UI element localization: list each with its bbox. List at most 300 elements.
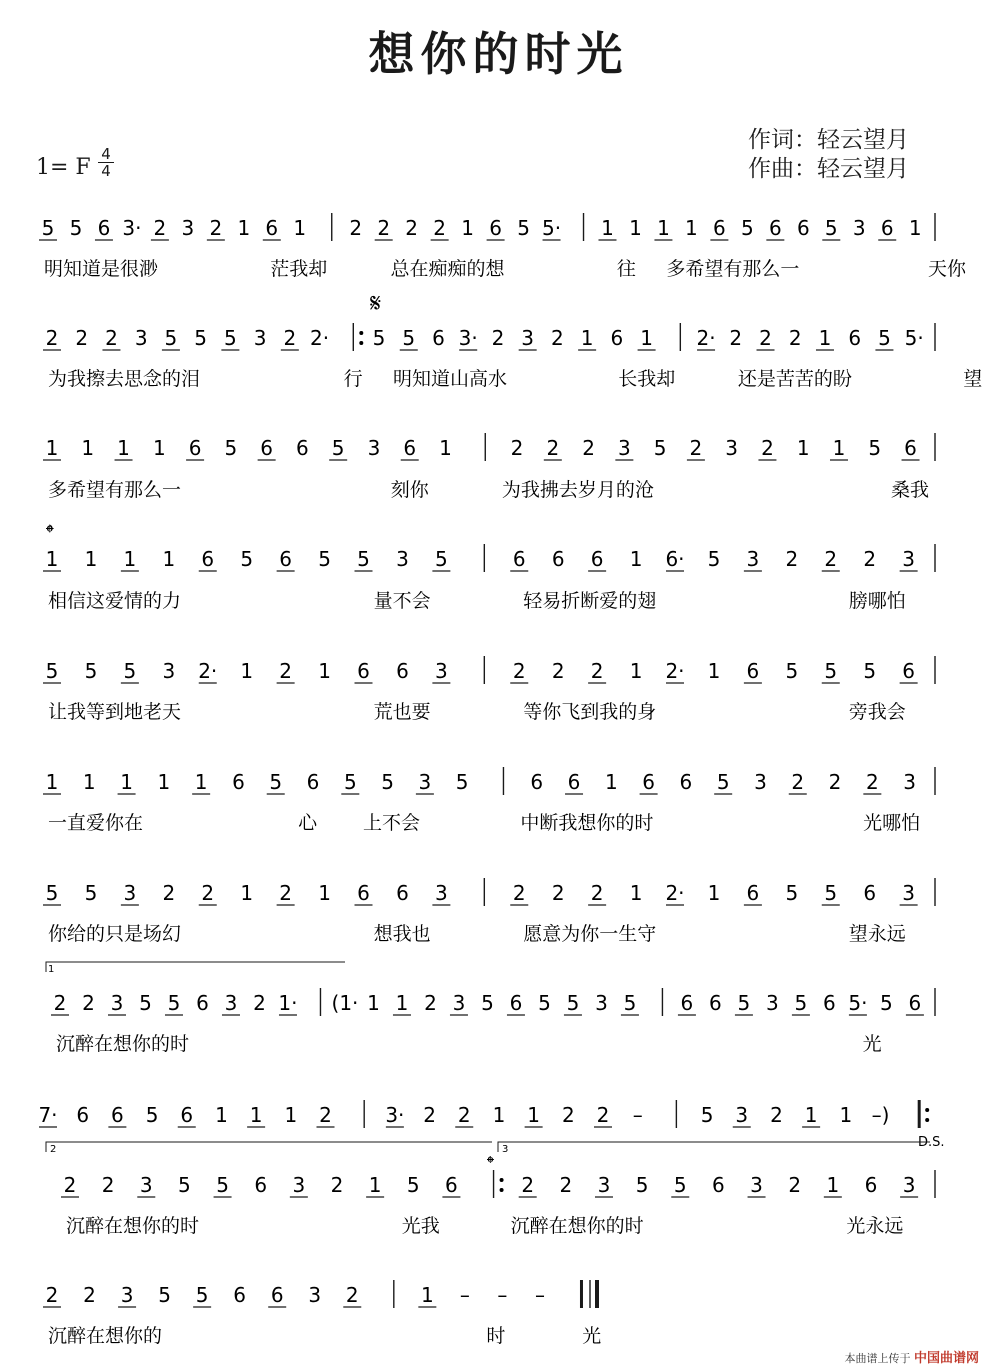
note: 5·: [904, 326, 924, 350]
note: 5: [69, 216, 83, 240]
note: 2: [423, 1103, 436, 1127]
note: 6: [642, 770, 655, 794]
note: 6: [908, 991, 922, 1015]
lyric-segment: 光: [582, 1325, 602, 1347]
note: 6: [713, 216, 726, 240]
note: 5: [216, 1173, 229, 1197]
note: 2: [582, 436, 595, 460]
note: 1: [832, 436, 846, 460]
note: 1: [123, 547, 137, 571]
lyric-segment: 膀哪怕: [848, 590, 906, 612]
volta-bracket-2: [46, 1142, 492, 1152]
note: 5: [707, 547, 721, 571]
note: 3: [435, 881, 448, 905]
note: 5: [785, 659, 799, 683]
note: 1: [84, 547, 98, 571]
volta-bracket-1: [46, 962, 345, 972]
note: 2·: [665, 881, 685, 905]
note: 5: [224, 436, 238, 460]
note: 5: [863, 659, 877, 683]
note: –: [632, 1103, 643, 1127]
note: 2: [53, 991, 67, 1015]
note: –: [534, 1283, 545, 1307]
note: 5: [84, 659, 98, 683]
note: 5: [224, 326, 237, 350]
repeat-dot: [359, 341, 363, 345]
note: 1: [194, 770, 208, 794]
note: 5: [517, 216, 530, 240]
note: 2: [596, 1103, 610, 1127]
note: 5: [45, 881, 59, 905]
note: 2: [546, 436, 560, 460]
note: 2: [791, 770, 805, 794]
note: 1: [685, 216, 698, 240]
note: 2: [788, 1173, 802, 1197]
note: 6: [357, 881, 370, 905]
lyric-segment: 天你: [928, 258, 967, 280]
note: 5·: [541, 216, 562, 240]
note: 3: [902, 547, 916, 571]
note: 5: [178, 1173, 191, 1197]
note: 2: [75, 326, 89, 350]
note: 2: [201, 881, 215, 905]
note: 2: [761, 436, 774, 460]
note: 1: [249, 1103, 263, 1127]
note: 5: [435, 547, 448, 571]
note: 6: [863, 881, 877, 905]
note: 7·: [38, 1103, 58, 1127]
note: 5: [673, 1173, 687, 1197]
note: 5: [406, 1173, 420, 1197]
note: 5: [794, 991, 808, 1015]
note: 6: [279, 547, 292, 571]
note: 2: [689, 436, 703, 460]
note: 5: [538, 991, 551, 1015]
note: 5: [737, 991, 751, 1015]
note: 2: [101, 1173, 115, 1197]
footer-credit: [844, 1347, 979, 1366]
repeat-dot: [359, 331, 363, 335]
note: 1: [629, 547, 643, 571]
note: 2·: [696, 326, 716, 350]
note: –): [871, 1103, 890, 1127]
note: 6: [768, 216, 782, 240]
lyric-segment: 明知道是很渺: [44, 258, 159, 280]
note: 2·: [310, 326, 330, 350]
note: 3: [224, 991, 238, 1015]
note: 1: [629, 881, 643, 905]
note: 2: [590, 659, 604, 683]
note: 1: [796, 436, 810, 460]
note: 3: [134, 326, 148, 350]
note: 5: [145, 1103, 159, 1127]
note: 2: [105, 326, 118, 350]
note: 5: [269, 770, 283, 794]
repeat-dot: [500, 1178, 504, 1182]
note: 2: [865, 770, 879, 794]
note: 3·: [458, 326, 478, 350]
segno-mark: 𝄋: [370, 289, 382, 319]
note: 3: [123, 881, 137, 905]
note: 1: [604, 770, 618, 794]
note: 1: [395, 991, 409, 1015]
note: 3: [597, 1173, 611, 1197]
note: 2: [863, 547, 877, 571]
note: 5: [700, 1103, 714, 1127]
note: 3: [902, 1173, 916, 1197]
note: 2: [433, 216, 447, 240]
note: 6: [709, 991, 722, 1015]
note: 1: [82, 770, 96, 794]
note: 1: [152, 436, 166, 460]
note: 1: [120, 770, 133, 794]
note: 6: [590, 547, 604, 571]
note: 5: [824, 881, 838, 905]
lyric-segment: 时: [486, 1325, 506, 1347]
note: 3·: [385, 1103, 405, 1127]
lyric-segment: 沉醉在想你的时: [510, 1215, 644, 1237]
note: 1: [804, 1103, 818, 1127]
note: 5: [402, 326, 416, 350]
note: 3: [435, 659, 448, 683]
lyric-segment: 茫我却: [270, 258, 328, 280]
note: 1: [45, 436, 59, 460]
lyricist-credit: 作词：轻云望月: [748, 127, 909, 153]
note: 1: [839, 1103, 853, 1127]
note: 2: [162, 881, 176, 905]
note: 5: [372, 326, 386, 350]
note: 2: [551, 326, 564, 350]
lyric-segment: 荒也要: [373, 701, 431, 723]
note: 2: [405, 216, 419, 240]
note: 2: [551, 659, 565, 683]
lyric-segment: 多希望有那么一: [666, 258, 800, 280]
volta-bracket-3: [498, 1142, 930, 1152]
note: 2: [590, 881, 604, 905]
lyric-segment: 让我等到地老天: [48, 701, 182, 723]
note: 6: [396, 881, 409, 905]
note: 6: [270, 1283, 284, 1307]
note: 2: [729, 326, 743, 350]
note: 2: [785, 547, 799, 571]
note: 2: [512, 659, 526, 683]
lyric-segment: 量不会: [373, 590, 431, 612]
note: 2: [279, 881, 292, 905]
note: 1: [215, 1103, 228, 1127]
note: 5: [158, 1283, 171, 1307]
note: 2: [209, 216, 223, 240]
note: 3: [725, 436, 739, 460]
note: 5: [824, 659, 838, 683]
note: 6: [567, 770, 581, 794]
note: 2: [551, 881, 565, 905]
lyric-segment: 光: [862, 1033, 882, 1055]
note: 1: [81, 436, 95, 460]
note: 5: [195, 1283, 209, 1307]
note: 2: [349, 216, 363, 240]
lyric-segment: 心: [298, 812, 318, 834]
note: 1: [527, 1103, 540, 1127]
lyric-segment: 行: [343, 368, 363, 390]
note: 6: [848, 326, 862, 350]
note: 6: [260, 436, 274, 460]
repeat-dot: [500, 1188, 504, 1192]
volta-number: 2: [50, 1144, 57, 1155]
lyric-segment: 望永远: [848, 923, 906, 945]
lyric-segment: 中断我想你的时: [520, 812, 654, 834]
note: 3: [396, 547, 409, 571]
note: 1·: [278, 991, 298, 1015]
note: 2: [512, 881, 526, 905]
note: 2: [283, 326, 297, 350]
note: 6: [445, 1173, 458, 1197]
note: 6: [902, 659, 916, 683]
note: 2: [491, 326, 505, 350]
note: 2: [828, 770, 842, 794]
lyric-segment: 轻易折断爱的翅: [523, 590, 657, 612]
note: 6: [746, 659, 760, 683]
composer-credit: 作曲：轻云望月: [748, 156, 909, 182]
note: 1: [367, 991, 380, 1015]
note: 3: [367, 436, 381, 460]
note: 1: [492, 1103, 506, 1127]
note: (1·: [331, 991, 359, 1015]
note: 5: [343, 770, 357, 794]
coda-mark: 𝄌: [487, 1151, 494, 1175]
note: 3: [110, 991, 124, 1015]
note: 5: [139, 991, 152, 1015]
note: 5: [194, 326, 208, 350]
ds-mark: D.S.: [918, 1135, 945, 1150]
note: 6: [97, 216, 111, 240]
note: 2·: [665, 659, 685, 683]
note: 3: [852, 216, 866, 240]
lyric-segment: 光我: [401, 1215, 440, 1237]
note: 6·: [665, 547, 685, 571]
note: 6: [265, 216, 279, 240]
note: 1: [707, 881, 721, 905]
lyric-segment: 还是苦苦的盼: [737, 368, 852, 390]
note: 6: [680, 991, 694, 1015]
note: 5: [635, 1173, 649, 1197]
note: 1: [237, 216, 251, 240]
note: 1: [240, 659, 254, 683]
note: 5: [123, 659, 137, 683]
meter-bottom: 4: [101, 162, 111, 180]
note: 2: [521, 1173, 535, 1197]
note: 5: [331, 436, 345, 460]
note: 2: [424, 991, 437, 1015]
note: 6: [396, 659, 409, 683]
note: 1: [826, 1173, 840, 1197]
note: 5: [566, 991, 580, 1015]
note: 6: [233, 1283, 247, 1307]
note: 2: [770, 1103, 783, 1127]
note: 6: [111, 1103, 124, 1127]
lyric-segment: 想我也: [373, 923, 431, 945]
lyric-segment: 为我拂去岁月的沧: [501, 479, 654, 501]
note: 3: [746, 547, 760, 571]
note: 3: [181, 216, 195, 240]
note: 3: [452, 991, 466, 1015]
note: 3: [308, 1283, 322, 1307]
note: 6: [180, 1103, 194, 1127]
note: 5: [716, 770, 730, 794]
lyric-segment: 等你飞到我的身: [523, 701, 657, 723]
note: 2: [63, 1173, 77, 1197]
lyric-segment: 沉醉在想你的: [48, 1325, 163, 1347]
coda-mark: 𝄌: [46, 521, 54, 546]
note: 5: [653, 436, 667, 460]
note: 3: [418, 770, 432, 794]
meter-top: 4: [101, 145, 111, 163]
volta-number: 1: [48, 964, 55, 975]
note: 1: [461, 216, 474, 240]
note: 1: [629, 216, 642, 240]
note: 6: [551, 547, 565, 571]
note: 1: [45, 547, 59, 571]
note: 6: [196, 991, 209, 1015]
note: 5: [318, 547, 331, 571]
lyric-segment: 总在痴痴的想: [390, 258, 505, 280]
note: 1: [318, 659, 331, 683]
note: 6: [796, 216, 810, 240]
note: 3·: [122, 216, 142, 240]
note: 2: [45, 1283, 59, 1307]
note: 5: [240, 547, 254, 571]
note: 5: [481, 991, 494, 1015]
note: 2: [82, 991, 95, 1015]
note: 5: [84, 881, 98, 905]
repeat-dot: [925, 1108, 929, 1112]
note: 5: [785, 881, 799, 905]
lyric-segment: 一直爱你在: [48, 812, 144, 834]
note: 6: [76, 1103, 90, 1127]
note: 1: [640, 326, 653, 350]
page-title: 想你的时光: [368, 27, 629, 81]
note: 1: [629, 659, 643, 683]
note: 5: [357, 547, 370, 571]
note: 1: [318, 881, 331, 905]
note: 5: [45, 659, 59, 683]
lyric-segment: 上不会: [362, 812, 420, 834]
note: 2: [279, 659, 292, 683]
note: 2: [824, 547, 838, 571]
footer-text: 本曲谱上传于: [844, 1352, 911, 1365]
note: 1: [284, 1103, 298, 1127]
lyric-segment: 往: [616, 258, 636, 280]
note: 2: [377, 216, 391, 240]
note: 3: [292, 1173, 306, 1197]
lyric-segment: 多希望有那么一: [48, 479, 182, 501]
lyric-segment: 望: [963, 368, 983, 390]
note: 1: [45, 770, 59, 794]
note: 6: [864, 1173, 878, 1197]
note: 6: [489, 216, 502, 240]
note: 2: [510, 436, 524, 460]
note: 6: [880, 216, 894, 240]
note: 6: [432, 326, 445, 350]
note: 6: [306, 770, 320, 794]
note: 1: [601, 216, 614, 240]
lyric-segment: 愿意为你一生守: [523, 923, 657, 945]
note: 3: [735, 1103, 749, 1127]
note: 3: [766, 991, 779, 1015]
note: 2: [561, 1103, 575, 1127]
note: 6: [823, 991, 836, 1015]
note: 2: [153, 216, 167, 240]
note: 3: [903, 770, 916, 794]
note: 3: [162, 659, 176, 683]
note: 1: [293, 216, 307, 240]
note: 5: [880, 991, 893, 1015]
note: 6: [610, 326, 624, 350]
note: 1: [117, 436, 130, 460]
note: 3: [902, 881, 916, 905]
note: 6: [188, 436, 202, 460]
note: 5: [167, 991, 181, 1015]
note: 2: [45, 326, 59, 350]
note: –: [497, 1283, 508, 1307]
lyric-segment: 沉醉在想你的时: [56, 1033, 190, 1055]
lyric-segment: 桑我: [890, 479, 929, 501]
note: 2: [330, 1173, 344, 1197]
lyric-segment: 为我擦去思念的泪: [48, 368, 201, 390]
note: 6: [509, 991, 523, 1015]
note: 6: [254, 1173, 268, 1197]
note: 5: [455, 770, 469, 794]
note: 1: [162, 547, 176, 571]
note: 1: [157, 770, 171, 794]
volta-number: 3: [502, 1144, 509, 1155]
note: 6: [232, 770, 245, 794]
note: 1: [580, 326, 594, 350]
note: 5: [623, 991, 637, 1015]
note: 5·: [848, 991, 868, 1015]
note: 1: [818, 326, 832, 350]
note: 2: [253, 991, 266, 1015]
note: 5: [824, 216, 838, 240]
note: 1: [439, 436, 452, 460]
note: 1: [240, 881, 254, 905]
note: 1: [707, 659, 721, 683]
note: 3: [139, 1173, 153, 1197]
note: 2: [319, 1103, 332, 1127]
site-brand: 中国曲谱网: [913, 1351, 979, 1366]
note: 1: [657, 216, 670, 240]
lyric-segment: 相信这爱情的力: [48, 590, 182, 612]
note: 3: [754, 770, 767, 794]
note: 3: [120, 1283, 134, 1307]
note: 5: [381, 770, 394, 794]
note: 5: [740, 216, 754, 240]
note: 6: [512, 547, 526, 571]
note: 5: [164, 326, 178, 350]
note: 3: [521, 326, 535, 350]
note: 2: [345, 1283, 359, 1307]
note: –: [459, 1283, 470, 1307]
note: 6: [712, 1173, 725, 1197]
note: 1: [368, 1173, 382, 1197]
note: 6: [904, 436, 917, 460]
note: 5: [868, 436, 882, 460]
lyric-segment: 光永远: [846, 1215, 904, 1237]
note: 2·: [198, 659, 218, 683]
lyric-segment: 沉醉在想你的时: [66, 1215, 200, 1237]
lyric-segment: 光哪怕: [863, 812, 921, 834]
note: 6: [296, 436, 309, 460]
note: 2: [788, 326, 802, 350]
